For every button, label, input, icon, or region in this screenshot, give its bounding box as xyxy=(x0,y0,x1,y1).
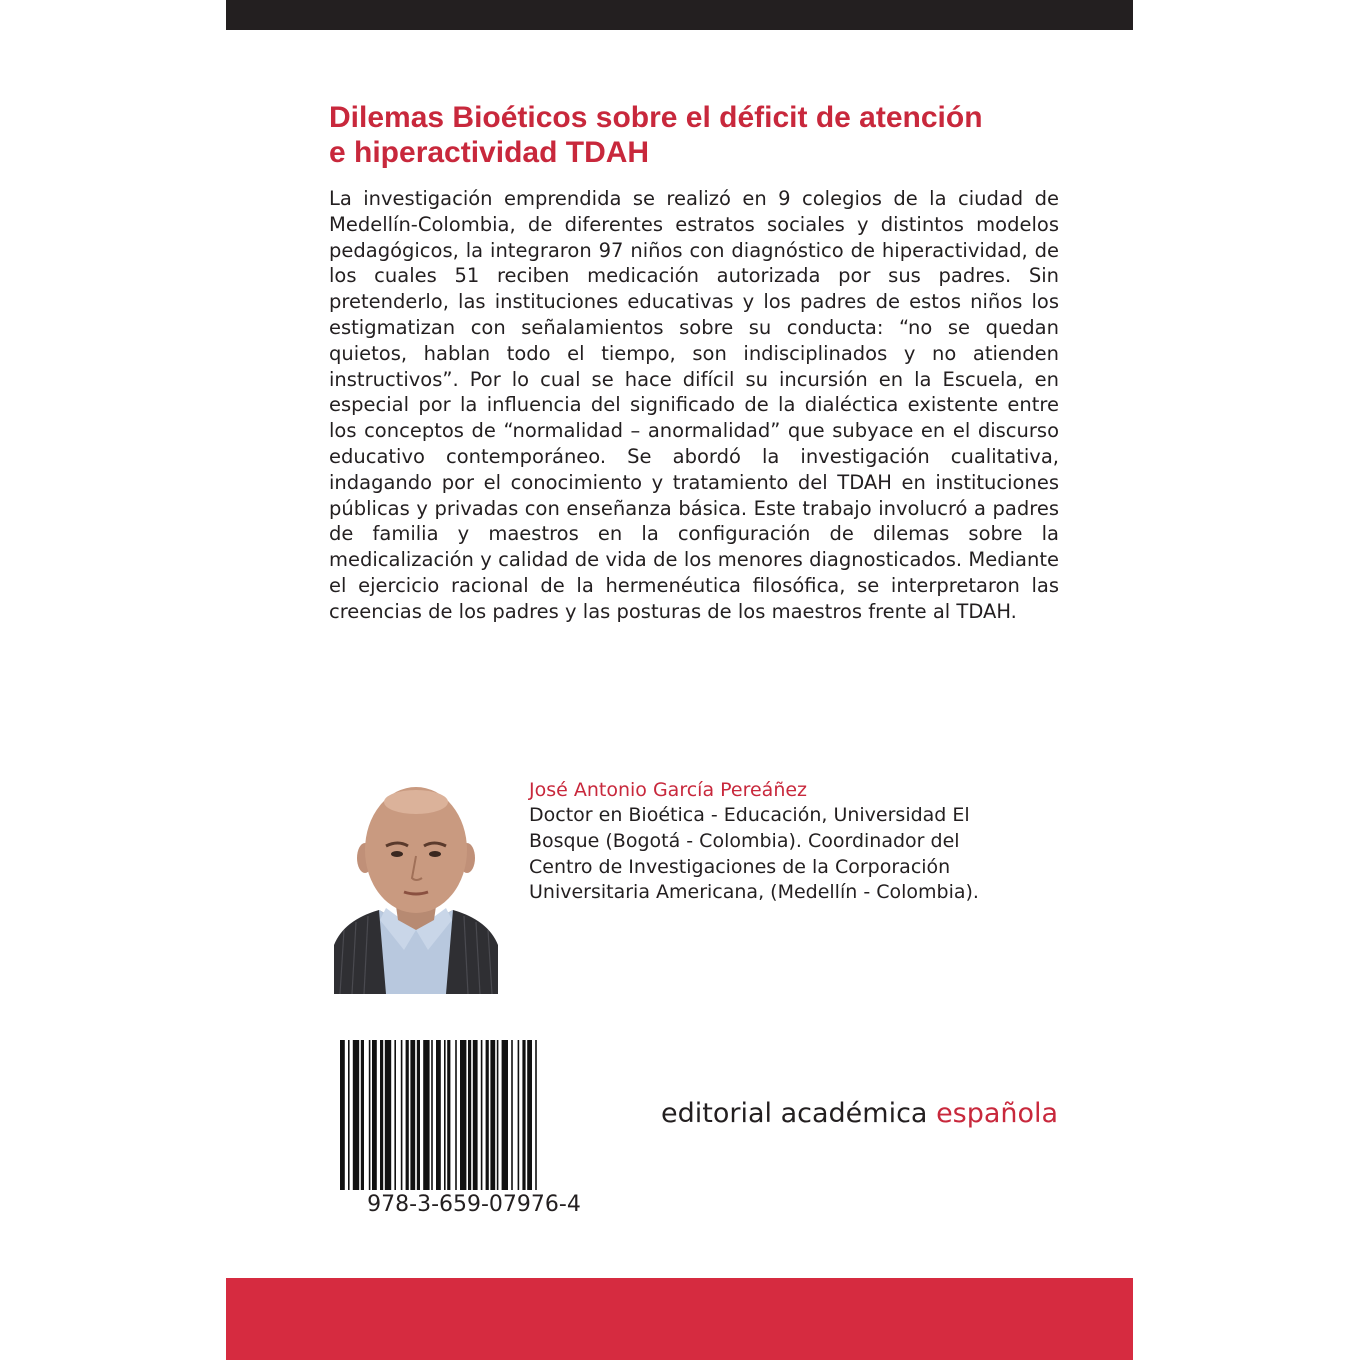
publisher-logo xyxy=(661,1094,1061,1134)
isbn-barcode xyxy=(338,1040,610,1190)
barcode-bar xyxy=(353,1040,359,1190)
barcode-bar xyxy=(473,1040,478,1190)
book-back-cover xyxy=(226,0,1133,1360)
barcode-bar xyxy=(401,1040,403,1190)
barcode-bar xyxy=(455,1040,457,1190)
barcode-bar xyxy=(431,1040,433,1190)
barcode-bar xyxy=(522,1040,525,1190)
book-title-line-2: e hiperactividad TDAH xyxy=(329,136,650,169)
barcode-bar xyxy=(394,1040,396,1190)
barcode-bar xyxy=(348,1040,350,1190)
author-bio-line: Doctor en Bioética - Educación, Universidad El xyxy=(529,804,970,826)
author-bio xyxy=(529,803,1049,906)
barcode-bar xyxy=(380,1040,383,1190)
barcode-bar xyxy=(502,1040,508,1190)
isbn-number: 978-3-659-07976-4 xyxy=(367,1192,581,1217)
publisher-name: editorial académica xyxy=(661,1098,928,1129)
author-bio-line: Centro de Investigaciones de la Corporación xyxy=(529,855,951,878)
barcode-bar xyxy=(385,1040,391,1190)
barcode-bar xyxy=(340,1040,345,1190)
book-title-line-1: Dilemas Bioéticos sobre el déficit de atención xyxy=(329,101,983,134)
barcode-bar xyxy=(486,1040,489,1190)
barcode-bar xyxy=(535,1040,537,1190)
barcode-bar xyxy=(436,1040,441,1190)
barcode-bar xyxy=(490,1040,495,1190)
publisher-name-accent: española xyxy=(936,1098,1059,1129)
author-bio-line: Universitaria Americana, (Medellín - Colombia). xyxy=(529,881,979,904)
author-photo xyxy=(334,780,498,994)
book-abstract: La investigación emprendida se realizó en 9 colegios de la ciudad de Medellín-Colombia, de diferentes estratos sociales y distintos modelos pedagógicos, la integraron 97 niños con diagnóstico de hiperactividad, de los cuales 51 reciben medicación autorizada por sus padres. Sin pretenderlo, las instituciones educativas y los padres de estos niños los estigmatizan con señalamientos sobre su conducta: “no se quedan quietos, hablan todo el tiempo, son indisciplinados y no atienden instructivos”. Por lo cual se hace difícil su incursión en la Escuela, en especial por la influencia del significado de la dialéctica existente entre los conceptos de “normalidad – anormalidad” que subyace en el discurso educativo contemporáneo. Se abordó la investigación cualitativa, indagando por el conocimiento y tratamiento del TDAH en instituciones públicas y privadas con enseñanza básica. Este trabajo involucró a padres de familia y maestros en la configuración de dilemas sobre la medicalización y calidad de vida de los menores diagnosticados. Mediante el ejercicio racional de la hermenéutica filosófica, se interpretaron las creencias de los padres y las posturas de los maestros frente al TDAH. xyxy=(329,187,1059,623)
barcode-bar xyxy=(444,1040,446,1190)
barcode-bar xyxy=(410,1040,415,1190)
barcode-bar xyxy=(406,1040,409,1190)
barcode-bar xyxy=(460,1040,466,1190)
book-title xyxy=(329,100,1069,170)
barcode-bar xyxy=(447,1040,450,1190)
barcode-bar xyxy=(372,1040,377,1190)
barcode-bar xyxy=(423,1040,429,1190)
barcode-bar xyxy=(497,1040,499,1190)
barcode-bar xyxy=(417,1040,420,1190)
author-portrait-icon xyxy=(334,780,498,994)
barcode-bar xyxy=(527,1040,532,1190)
author-name: José Antonio García Pereáñez xyxy=(529,779,808,801)
barcode-bar xyxy=(361,1040,364,1190)
barcode-bar xyxy=(369,1040,371,1190)
author-bio-line: Bosque (Bogotá - Colombia). Coordinador del xyxy=(529,829,960,852)
bottom-color-band xyxy=(226,1278,1133,1360)
barcode-bar xyxy=(511,1040,513,1190)
top-color-band xyxy=(226,0,1133,30)
barcode-bar xyxy=(518,1040,520,1190)
barcode-bar xyxy=(481,1040,483,1190)
barcode-bar xyxy=(468,1040,471,1190)
